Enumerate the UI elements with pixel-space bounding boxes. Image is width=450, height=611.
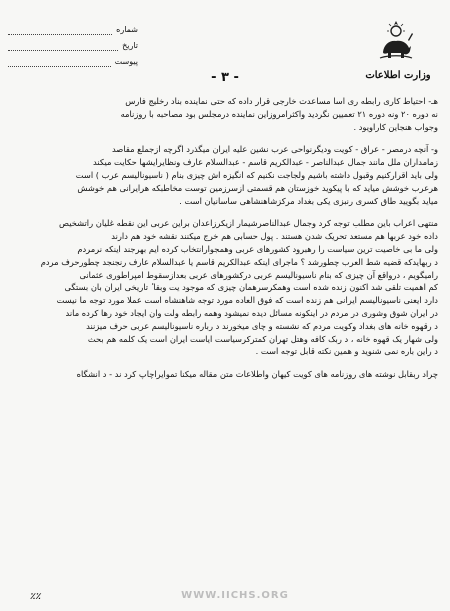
text-line: وجواب هنجاین کاراویود .	[353, 121, 438, 132]
paragraph-arabs	[14, 217, 438, 358]
document-body	[14, 95, 438, 391]
text-line: د ربهایدکه قضیه شط العرب چطورشد ؟ ماجرای اینکه عبدالکریم قاسم یا عبدالسلام عارف رنجنجد چطورحرف مردم	[40, 256, 438, 267]
text-line: چراد ربقابل نوشته های روزنامه های کویت کیهان واطلاعات متن مقاله میکنا تموایراچاپ کرد ند - د انشگاه	[76, 369, 438, 380]
field-number	[8, 22, 138, 38]
text-line: منتهی اعراب باین مطلب توجه کرد وجمال عبدالناصرشیمار ازیکرزاعدان براین عربی این نقطه غلیان راتشخیص	[59, 218, 438, 229]
text-line: د رقهوه خانه های بغداد وکویت مردم که نشسته و چای میخورند د رباره ناسیونالیسم عربی حرف میزنند	[86, 320, 438, 331]
field-blank	[8, 42, 118, 51]
page-number: - ۳ -	[211, 70, 239, 85]
text-line: در ایران شوق وشوری در مردم در اینکونه مسائل دیده نمیشود وهمه رابطه ولت وان ایجاد خود رها کرده ماند	[65, 307, 438, 318]
ministry-title: وزارت اطلاعات	[365, 70, 431, 81]
text-line: هـ- احتیاط کاری رابطه ری اسا مساعدت خارجی قرار داده که حتی نماینده بناد رخلیج فارس	[125, 96, 438, 106]
paragraph-v	[14, 143, 438, 207]
field-blank	[8, 58, 111, 67]
field-blank	[8, 26, 112, 35]
text-line: د راین باره نمی شنوید و همین نکته قابل توجه است .	[255, 346, 438, 357]
site-watermark: WWW.IICHS.ORG	[181, 590, 289, 601]
paragraph-e	[14, 95, 438, 133]
text-line: دارد ایعنی ناسیونالیسم ایرانی هم زنده است که فوق العاده مورد توجه شاهنشاه است عملا مورد توجه ما نیست	[56, 295, 438, 306]
field-attachment	[8, 54, 138, 70]
text-line: زمامداران ملل مانند جمال عبدالناصر - عبدالکریم قاسم - عبدالسلام عارف ونظایرایشها حکایت میکند	[93, 157, 438, 168]
text-line: رامیگویم ، درواقع آن چیزی که بنام ناسیونالیسم عربی درکشورهای عربی بعدازسقوط امپراطوری عثمانی	[79, 269, 438, 280]
text-line: ولی شهار یک قهوه خانه ، د ربک کافه وهتل تهران کمترکرسیاست ایاست ایران است یک کلمه هم بحث	[87, 333, 438, 344]
paragraph-why	[14, 368, 438, 381]
text-line: ولی باید اقرارکنیم وقبول داشته باشیم ولجاجت نکنیم که انگیزه اش چیزی بنام ( ناسیونالیسم عرب ) است	[75, 169, 438, 180]
text-line: میاید بگویید طاق کسری رنبزی یکی بغداد مرکزشاهنشاهی ساسانیان است .	[179, 195, 438, 206]
text-line: داده خود عربها هم مستعد تحریک شدن هستند . پول حسابی هم خرج میکنند نقشه خود هم دارند	[111, 231, 438, 242]
text-line: هرعرب خوشش میاید که با پیکوید خوزستان هم قسمتی ازسرزمین توست مخاطبکه هرایرانی هم خوشش	[77, 182, 438, 193]
text-line: نه دوره ۲۰ ونه دوره ۲۱ تعمیین نگردید واکثرامروزاین نماینده درمجلس بود مصاحبه با روزنامه	[120, 108, 438, 119]
lion-and-sun-emblem-icon	[376, 18, 416, 62]
field-label-attachment: پیوست	[114, 57, 138, 66]
field-label-number: شماره	[116, 25, 138, 34]
text-line: و- آنچه درمصر - عراق - کویت ودیگرنواحی عرب نشین علیه ایران میگذرد اگرچه ازجملع مقاصد	[111, 144, 438, 155]
footer-handwritten-mark: ٪٪	[28, 592, 43, 602]
text-line: کم اهمیت تلقی شد اکنون زنده شده است وهمکرسرهمان چیزی که موجود یت وبقا ٔ تاریخی ایران بان بستگی	[64, 282, 438, 293]
field-date	[8, 38, 138, 54]
letterhead-fields	[8, 22, 138, 70]
field-label-date: تاریخ	[122, 41, 138, 50]
text-line: ولی ما بی خاصیت ترین سیاست را رهبرود کشورهای عربی وهمجوارانتخاب کرده ایم بهرجند اینکه نرمردم	[77, 243, 438, 254]
